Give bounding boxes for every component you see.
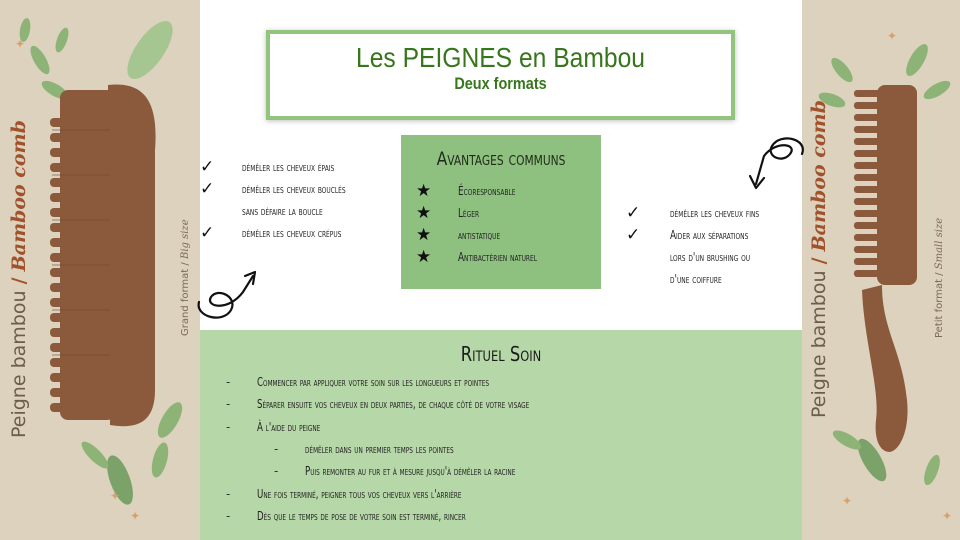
page-title: Les PEIGNES en Bambou	[356, 42, 645, 73]
size-separator: /	[934, 272, 945, 276]
feature-item-continued	[200, 200, 400, 222]
rituel-substep	[226, 438, 796, 460]
size-fr: Grand format	[180, 268, 191, 336]
feature-text: Aider aux séparations	[670, 228, 749, 242]
dash-bullet: -	[226, 508, 231, 523]
advantages-list	[416, 180, 601, 268]
dash-bullet: -	[226, 375, 231, 390]
star-icon: ★	[416, 181, 432, 201]
small-comb-features	[626, 202, 802, 290]
rituel-step	[226, 482, 796, 504]
rituel-step	[226, 371, 796, 393]
rituel-title: Rituel Soin	[460, 342, 542, 366]
svg-text:✦: ✦	[110, 489, 121, 503]
step-text: Séparer ensuite vos cheveux en deux parties, de chaque côté de votre visage	[257, 397, 530, 412]
big-comb-features	[200, 156, 400, 244]
brand-name: Peigne bambou	[808, 270, 830, 418]
left-brand-text	[8, 120, 30, 438]
svg-text:✦: ✦	[130, 509, 141, 523]
right-brand-text	[808, 100, 830, 418]
step-text: Commencer par appliquer votre soin sur les longueurs et pointes	[257, 375, 489, 390]
feature-text: démêler les cheveux bouclés	[242, 182, 346, 196]
advantage-item	[416, 180, 601, 202]
feature-item-continued	[626, 268, 802, 290]
dash-bullet: -	[226, 486, 231, 501]
dash-bullet: -	[226, 397, 231, 412]
size-en: Big size	[180, 219, 191, 260]
right-size-text	[934, 218, 945, 338]
step-text: Une fois terminé, peigner tous vos cheveux vers l'arrière	[257, 486, 462, 501]
brand-alt-name: Bamboo comb	[8, 120, 30, 272]
feature-item	[626, 224, 802, 246]
feature-text: d'une coiffure	[670, 272, 722, 286]
feature-text: démêler les cheveux fins	[670, 206, 760, 220]
rituel-section	[200, 330, 802, 540]
advantage-item	[416, 202, 601, 224]
svg-text:✦: ✦	[15, 37, 26, 51]
feature-text: lors d'un brushing ou	[670, 250, 751, 264]
svg-text:✦: ✦	[887, 29, 898, 43]
left-product-image	[0, 0, 200, 540]
feature-item-continued	[626, 246, 802, 268]
star-icon: ★	[416, 225, 432, 245]
check-icon: ✓	[200, 223, 215, 243]
feature-item	[200, 156, 400, 178]
check-icon: ✓	[200, 157, 215, 177]
dash-bullet: -	[274, 464, 279, 479]
left-size-text	[180, 219, 191, 336]
size-fr: Petit format	[934, 279, 945, 338]
rituel-steps	[226, 371, 796, 527]
feature-item	[200, 178, 400, 200]
feature-text: démêler les cheveux épais	[242, 160, 335, 174]
advantages-title: Avantages communs	[436, 148, 566, 170]
feature-item	[200, 222, 400, 244]
advantage-label: Écoresponsable	[458, 184, 516, 198]
svg-text:✦: ✦	[842, 494, 853, 508]
big-comb-illustration	[0, 0, 200, 540]
curly-arrow-icon	[193, 262, 263, 324]
step-text: Puis remonter au fur et à mesure jusqu'à démêler la racine	[305, 464, 516, 479]
brand-separator: /	[8, 277, 30, 285]
check-icon: ✓	[200, 179, 215, 199]
size-separator: /	[180, 262, 191, 266]
curly-arrow-icon	[746, 134, 808, 194]
rituel-step	[226, 416, 796, 438]
feature-text: sans défaire la boucle	[242, 204, 323, 218]
page-subtitle: Deux formats	[454, 74, 547, 93]
rituel-step	[226, 505, 796, 527]
step-text: À l'aide du peigne	[257, 419, 321, 434]
star-icon: ★	[416, 247, 432, 267]
right-product-image	[802, 0, 960, 540]
brand-name: Peigne bambou	[8, 290, 30, 438]
feature-text: démêler les cheveux crépus	[242, 226, 342, 240]
dash-bullet: -	[226, 419, 231, 434]
brand-alt-name: Bamboo comb	[808, 100, 830, 252]
check-icon: ✓	[626, 225, 641, 245]
svg-text:✦: ✦	[942, 509, 953, 523]
check-icon: ✓	[626, 203, 641, 223]
advantage-label: Antibactérien naturel	[458, 250, 538, 264]
brand-separator: /	[808, 257, 830, 265]
advantage-item	[416, 246, 601, 268]
star-icon: ★	[416, 203, 432, 223]
advantages-box	[401, 135, 601, 289]
step-text: démêler dans un premier temps les pointes	[305, 442, 454, 457]
advantage-label: Léger	[458, 206, 480, 220]
feature-item	[626, 202, 802, 224]
dash-bullet: -	[274, 442, 279, 457]
size-en: Small size	[934, 217, 945, 270]
title-box	[266, 30, 735, 120]
rituel-substep	[226, 460, 796, 482]
advantage-item	[416, 224, 601, 246]
rituel-step	[226, 393, 796, 415]
step-text: Dès que le temps de pose de votre soin est terminé, rincer	[257, 508, 466, 523]
advantage-label: antistatique	[458, 228, 501, 242]
